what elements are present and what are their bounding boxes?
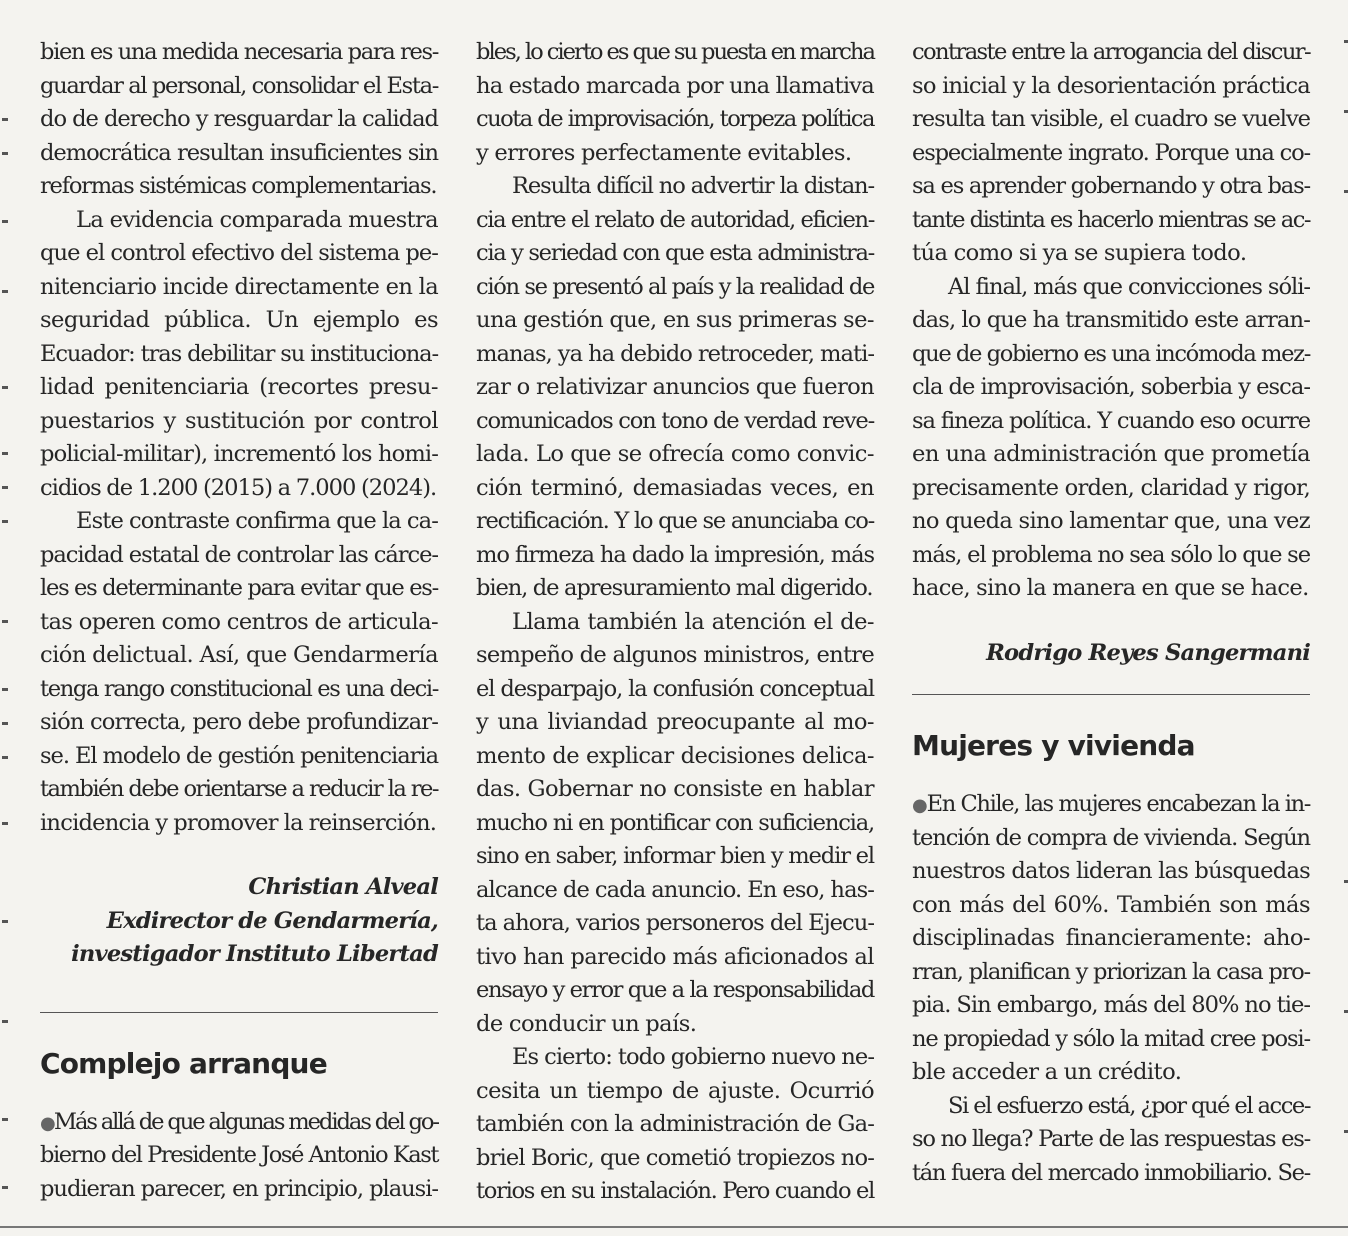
text-line: hace, sino la manera en que se hace. (912, 575, 1309, 601)
article-body-1 (40, 36, 438, 840)
text-line: pia. Sin embargo, más del 80% no tie- (912, 992, 1310, 1018)
text-line: ensayo y error que a la responsabilidad (476, 977, 874, 1003)
text-line: do de derecho y resguardar la calidad (40, 106, 438, 132)
text-line: Es cierto: todo gobierno nuevo ne- (512, 1044, 874, 1070)
column-3 (912, 36, 1310, 1190)
text-line: cla de improvisación, soberbia y esca- (912, 374, 1310, 400)
article-body-continued (476, 36, 874, 1209)
text-line: pacidad estatal de controlar las cárce- (40, 541, 438, 568)
text-line: mento de explicar decisiones delica- (476, 742, 874, 769)
text-line: Al final, más que convicciones sóli- (948, 273, 1310, 300)
text-line: lidad penitenciaria (recortes presu- (40, 374, 438, 400)
text-line: ●En Chile, las mujeres encabezan la in- (912, 791, 1311, 817)
text-line: especialmente ingrato. Porque una co- (912, 139, 1310, 166)
text-line: das, lo que ha transmitido este arran- (912, 307, 1310, 333)
text-line: más, el problema no sea sólo lo que se (912, 541, 1310, 568)
text-line: sino en saber, informar bien y medir el (476, 843, 874, 869)
text-line: La evidencia comparada muestra (76, 206, 438, 233)
text-line: mo firmeza ha dado la impresión, más (476, 541, 874, 568)
text-line: de conducir un país. (476, 1010, 697, 1037)
text-line: y errores perfectamente evitables. (476, 139, 852, 166)
text-line: briel Boric, que cometió tropiezos no- (476, 1144, 874, 1171)
text-line: ta ahora, varios personeros del Ejecu- (476, 910, 874, 936)
bullet-icon: ● (40, 1112, 54, 1134)
text-line: mucho ni en pontificar con suficiencia, (476, 809, 874, 836)
text-line: y una liviandad preocupante al mo- (476, 709, 874, 735)
text-line: Este contraste confirma que la ca- (76, 508, 438, 534)
text-line: ●Más allá de que algunas medidas del go- (40, 1108, 439, 1135)
author-name: Rodrigo Reyes Sangermani (986, 639, 1310, 666)
author-affiliation: investigador Instituto Libertad (71, 941, 438, 967)
text-line: alcance de cada anuncio. En eso, has- (476, 876, 874, 903)
text-line: Resulta difícil no advertir la distan- (512, 173, 874, 199)
text-line: cesita un tiempo de ajuste. Ocurrió (476, 1077, 874, 1104)
text-line: tenga rango constitucional es una deci- (40, 675, 438, 702)
text-line: en una administración que prometía (912, 441, 1310, 467)
text-line: tención de compra de vivienda. Según (912, 824, 1310, 851)
text-line: torios en su instalación. Pero cuando el (476, 1178, 874, 1204)
text-line: so no llega? Parte de las respuestas es- (912, 1126, 1310, 1152)
text-line: disciplinadas financieramente: aho- (912, 925, 1310, 951)
text-line: el desparpajo, la confusión conceptual (476, 675, 874, 702)
text-line: no queda sino lamentar que, una vez (912, 508, 1310, 534)
text-line: guardar al personal, consolidar el Esta- (40, 72, 438, 99)
text-line: también debe orientarse a reducir la re- (40, 776, 438, 802)
text-line: pudieran parecer, en principio, plausi- (40, 1175, 438, 1202)
text-line: manas, ya ha debido retroceder, mati- (476, 340, 874, 367)
bullet-icon: ● (912, 795, 927, 816)
text-line: precisamente orden, claridad y rigor, (912, 474, 1310, 501)
text-line: resulta tan visible, el cuadro se vuelve (912, 106, 1310, 132)
text-line: zar o relativizar anuncios que fueron (476, 374, 874, 400)
headline-complejo-arranque: Complejo arranque (40, 1046, 327, 1080)
text-line: bien es una medida necesaria para res- (40, 39, 438, 65)
author-name: Christian Alveal (248, 874, 438, 900)
text-line: ha estado marcada por una llamativa (476, 72, 874, 99)
headline-mujeres-y-vivienda: Mujeres y vivienda (912, 729, 1195, 762)
text-line: bien, de apresuramiento mal digerido. (476, 575, 873, 601)
text-line: que el control efectivo del sistema pe- (40, 240, 438, 266)
text-line: túa como si ya se supiera todo. (912, 240, 1247, 266)
page-bottom-rule (0, 1226, 1348, 1228)
text-line: ción terminó, demasiadas veces, en (476, 474, 874, 501)
text-line: Llama también la atención el de- (512, 608, 874, 635)
text-line: cuota de improvisación, torpeza política (476, 106, 874, 132)
text-line: que de gobierno es una incómoda mez- (912, 340, 1310, 367)
column-2 (476, 36, 874, 1209)
text-line: sempeño de algunos ministros, entre (476, 642, 874, 668)
article-body-2 (40, 1106, 438, 1207)
text-line: incidencia y promover la reinserción. (40, 809, 437, 836)
text-line: ción delictual. Así, que Gendarmería (40, 642, 438, 668)
text-line: seguridad pública. Un ejemplo es (40, 307, 438, 333)
text-line: so inicial y la desorientación práctica (912, 72, 1310, 99)
text-line: tán fuera del mercado inmobiliario. Se- (912, 1159, 1310, 1186)
text-line: con más del 60%. También son más (912, 891, 1310, 918)
text-line: una gestión que, en sus primeras se- (476, 307, 874, 333)
text-line: ción se presentó al país y la realidad de (476, 273, 874, 300)
text-line: puestarios y sustitución por control (40, 407, 438, 434)
text-line: democrática resultan insuficientes sin (40, 139, 438, 166)
text-line: tas operen como centros de articula- (40, 608, 438, 635)
text-line: rectificación. Y lo que se anunciaba co- (476, 508, 874, 534)
article-body-conclusion (912, 36, 1310, 606)
text-line: cia entre el relato de autoridad, eficien- (476, 206, 874, 233)
text-line: sión correcta, pero debe profundizar- (40, 709, 438, 735)
author-signature (40, 871, 438, 972)
text-line: cia y seriedad con que esta administra- (476, 240, 874, 266)
author-title: Exdirector de Gendarmería, (106, 907, 438, 934)
text-line: bles, lo cierto es que su puesta en marcha (476, 39, 874, 65)
text-line: se. El modelo de gestión penitenciaria (40, 742, 438, 769)
text-line: Si el esfuerzo está, ¿por qué el acce- (948, 1092, 1310, 1119)
text-line: policial-militar), incrementó los homi- (40, 441, 438, 467)
text-line: ne propiedad y sólo la mitad cree posi- (912, 1025, 1310, 1052)
column-1 (40, 36, 438, 1206)
text-line: tivo han parecido más aficionados al (476, 943, 874, 970)
article-body-3 (912, 788, 1310, 1190)
text-line: reformas sistémicas complementarias. (40, 173, 437, 199)
text-line: lada. Lo que se ofrecía como convic- (476, 441, 874, 467)
text-line: Ecuador: tras debilitar su instituciona- (40, 340, 438, 367)
text-line: ble acceder a un crédito. (912, 1059, 1182, 1085)
text-line: les es determinante para evitar que es- (40, 575, 438, 601)
right-margin-marks (1342, 0, 1348, 1236)
text-line: comunicados con tono de verdad reve- (476, 407, 874, 434)
text-line: cidios de 1.200 (2015) a 7.000 (2024). (40, 474, 437, 501)
left-margin-marks (0, 0, 14, 1236)
text-line: sa es aprender gobernando y otra bas- (912, 173, 1310, 199)
text-line: bierno del Presidente José Antonio Kast (40, 1142, 438, 1168)
text-line: contraste entre la arrogancia del discur- (912, 39, 1310, 65)
text-line: nuestros datos lideran las búsquedas (912, 858, 1310, 884)
text-line: rran, planifican y priorizan la casa pro- (912, 958, 1310, 985)
text-line: das. Gobernar no consiste en hablar (476, 776, 874, 802)
text-line: nitenciario incide directamente en la (40, 273, 438, 300)
text-line: tante distinta es hacerlo mientras se ac- (912, 206, 1310, 233)
text-line: también con la administración de Ga- (476, 1111, 874, 1137)
text-line: sa fineza política. Y cuando eso ocurre (912, 407, 1310, 434)
